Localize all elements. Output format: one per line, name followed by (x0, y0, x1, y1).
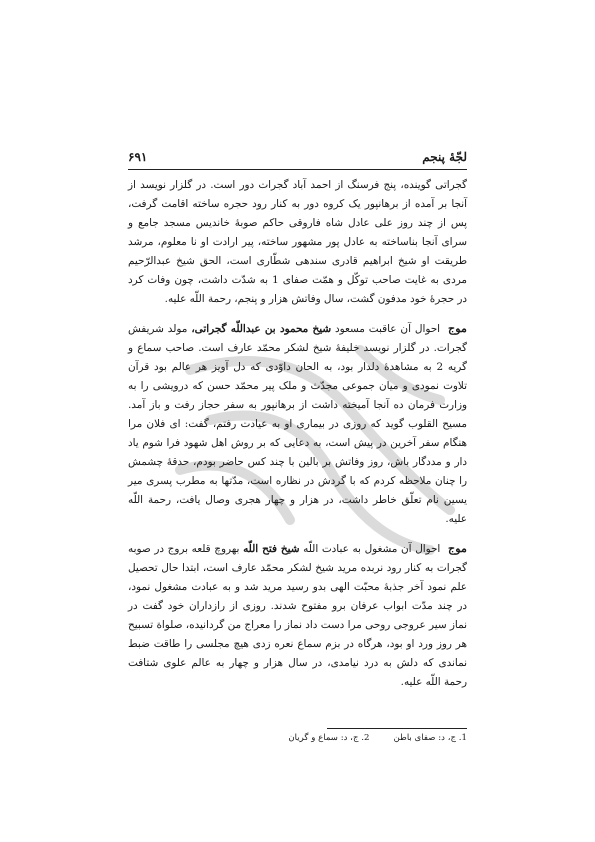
paragraph-1 (128, 176, 467, 309)
paragraph-3-text: بهروچ قلعه بروج در صوبه گجرات به کنار رود نربده مرید شیخ لشکر محمّد عارف است، ابتدا حال تحصیل علم نمود آخر جذبهٔ محبّت الهی بدو رسید مرید شد و به عبادت مشغول نمود، در چند مدّت ابواب عرفان برو مفتوح شدند. روزی از رازداران خود گفت در نماز سیر عروجی روحی مرا دست داد نماز را معراج من گردانیده، صلواة تسبیح هر روز ورد او بود، هرگاه در بزم سماع نعره زدی هیچ مجلسی را طاقت ضبط نماندی که دلش به درد نیامدی، در سال هزار و چهار به عالم علوی شتافت رحمة اللّه علیه. (128, 543, 467, 688)
paragraph-2 (128, 319, 467, 529)
footnote-2: 2. ج، د: سماع و گریان (288, 733, 370, 743)
header-rule (128, 169, 467, 170)
paragraph-3 (128, 539, 467, 692)
paragraph-2-text: مولد شریفش گجرات. در گلزار نویسد خلیفهٔ شیخ لشکر محمّد عارف است. صاحب سماع و گریه 2 به مشاهدهٔ دلدار بود، به الحان داوّدی که دل آویز هر عالم بود قرآن تلاوت نمودی و میان جموعی مجدّث و ملک پیر محمّد حسن که درویشی را به وزارت فرمان ده آنجا آمیخته داشت از برهانپور به سفر حجاز رفت و باز آمد. مسیح القلوب گوید که روزی در بیماری او به عیادت رفتم، گفت: ای فلان مرا هنگام سفر آخرین در پیش است، به دعایی که بر روش اهل شهود فرا شوم یاد دار و مددگار باش، روز وفاتش بر بالین با چند کس حاضر بودم، حدقهٔ چشمش را چنان ملاحظه کردم که با گردش در نظاره است، مدّتها به مطرب پسری میر یسین نام تعلّق خاطر داشت، در هزار و چهار هجری وصال یافت، رحمة اللّه علیه. (128, 323, 467, 525)
footnote-1: 1. ج، د: صفای باطن (393, 733, 467, 743)
paragraph-2-name: شیخ محمود بن عبداللّه گجراتی، (191, 323, 332, 335)
paragraph-1-text: گجراتی گوینده، پنج فرسنگ از احمد آباد گجرات دور است. در گلزار نویسد از آنجا بر آمده از برهانپور یک کروه دور به کنار رود حجره ساخته اقامت گرفت، پس از چند روز علی عادل شاه فاروقی حاکم صوبهٔ خاندیس مسجد جامع و سرای آنجا بناساخته به عادل پور مشهور ساخته، پیر ارادت او نا معلوم، مرشد طریقت او شیخ ابراهیم قادری سندهی شطّاری است، الحق شیخ عبدالرّحیم مردی به غایت صاحب توکّل و همّت صفای 1 به شدّت داشت، چون وفات کرد در حجرهٔ خود مدفون گشت، سال وفاتش هزار و پنجم، رحمة اللّه علیه. (128, 179, 467, 305)
paragraph-3-name: شیخ فتح اللّه (243, 543, 300, 555)
paragraph-3-lead: احوال آن مشغول به عبادت اللّه (303, 543, 441, 555)
paragraph-2-lead: احوال آن عاقبت مسعود (335, 323, 441, 335)
body-text (128, 176, 467, 702)
paragraph-3-label: موج (448, 541, 467, 555)
page-number: ۶۹۱ (128, 150, 148, 164)
running-head (128, 150, 467, 164)
footnotes (128, 733, 467, 743)
chapter-title: لجّهٔ پنجم (422, 150, 467, 164)
paragraph-2-label: موج (448, 321, 467, 335)
footnote-rule (327, 728, 467, 729)
